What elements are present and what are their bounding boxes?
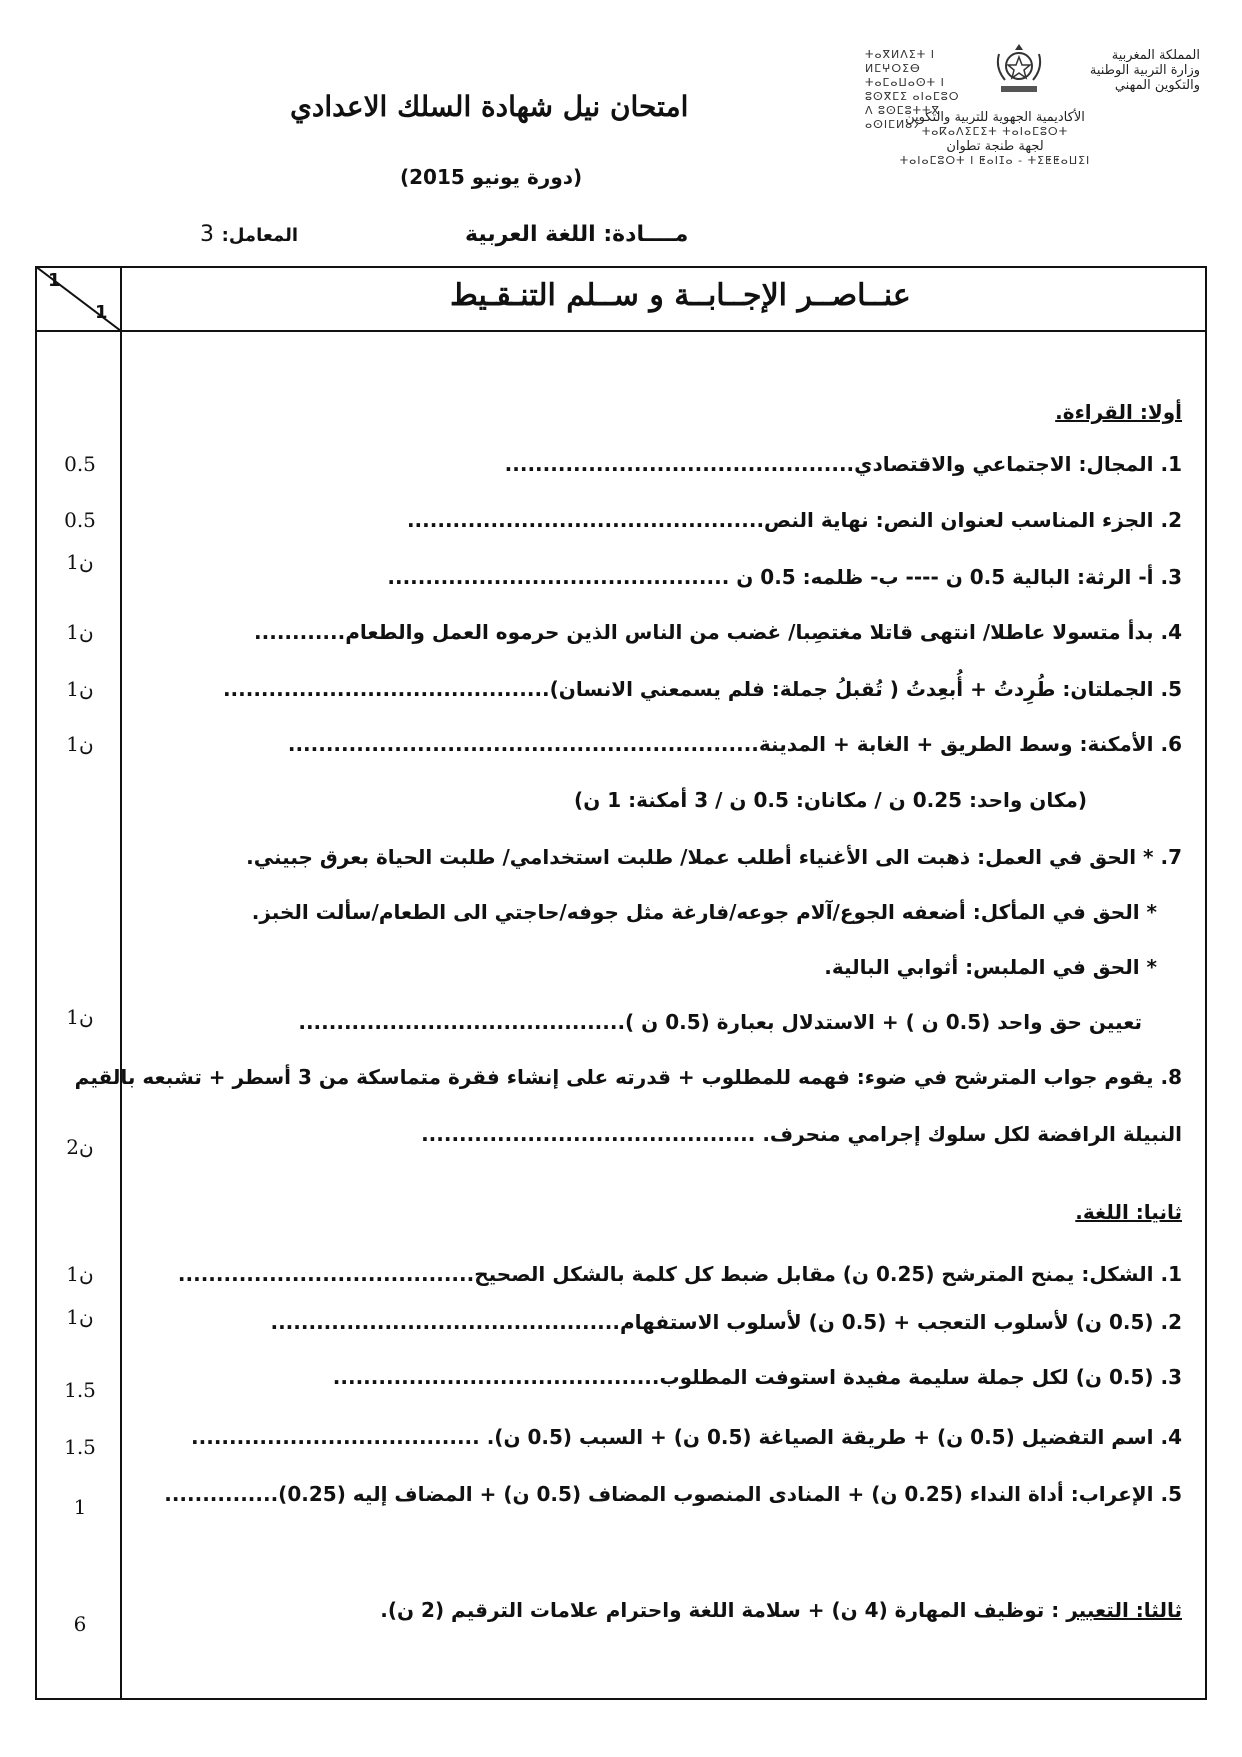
score-l1: 1ن: [66, 1262, 94, 1286]
tifinagh-block: [865, 48, 990, 132]
coefficient: [200, 222, 298, 247]
answer-line-7c: * الحق في الملبس: أثوابي البالية.: [824, 955, 1157, 979]
score-l2: 1ن: [66, 1305, 94, 1329]
score-5: 1ن: [66, 677, 94, 701]
score-1: 0.5: [64, 452, 96, 476]
score-7: 1ن: [66, 1005, 94, 1029]
page-total: 1: [95, 302, 108, 323]
tifinagh-line: ⵜⴰⵎⴰⵡⴰⵙⵜ ⵏ ⵓⵙⴳⵎⵉ ⴰⵏⴰⵎⵓⵔ: [865, 76, 960, 103]
score-l3: 1.5: [64, 1378, 96, 1402]
ministry-line: المملكة المغربية: [1111, 48, 1200, 63]
ministry-line: وزارة التربية الوطنية: [1089, 63, 1200, 78]
academy-line: الأكاديمية الجهوية للتربية والتكوين: [905, 110, 1085, 125]
language-line-4: 4. اسم التفضيل (0.5 ن) + طريقة الصياغة (0.5 ن) + السبب (0.5 ن). ......................................: [191, 1425, 1182, 1449]
exam-session: (دورة يونيو 2015): [400, 165, 583, 189]
score-expression: 6: [73, 1612, 87, 1636]
section-reading-label: أولا: القراءة.: [1055, 400, 1182, 424]
expression-text: : توظيف المهارة (4 ن) + سلامة اللغة واحترام علامات الترقيم (2 ن).: [380, 1598, 1060, 1622]
answer-line-8b: النبيلة الرافضة لكل سلوك إجرامي منحرف. ............................................: [421, 1122, 1182, 1146]
language-line-3: 3. (0.5 ن) لكل جملة سليمة مفيدة استوفت المطلوب...........................................: [332, 1365, 1182, 1389]
score-2: 0.5: [64, 508, 96, 532]
region-line: لجهة طنجة تطوان: [946, 139, 1044, 154]
answer-line-8: 8. يقوم جواب المترشح في ضوء: فهمه للمطلوب + قدرته على إنشاء فقرة متماسكة من 3 أسطر + تشبعه بالقيم: [74, 1065, 1182, 1089]
answer-line-6: 6. الأمكنة: وسط الطريق + الغابة + المدينة..............................................................: [287, 732, 1182, 756]
section-expression-label: ثالثا: التعبير: [1066, 1598, 1182, 1622]
answer-line-3: 3. أ- الرثة: البالية 0.5 ن ---- ب- ظلمه: 0.5 ن .............................................: [387, 565, 1182, 589]
band-divider: [35, 330, 1207, 332]
tifinagh-region-line: ⵜⴰⵏⴰⵎⵓⵔⵜ ⵏ ⵟⴰⵏⵊⴰ - ⵜⵉⵟⵟⴰⵡⵉⵏ: [899, 154, 1091, 167]
section-language: [1075, 1200, 1182, 1224]
royal-emblem-icon: [993, 40, 1045, 98]
answer-line-7: 7. * الحق في العمل: ذهبت الى الأغنياء أطلب عملا/ طلبت استخدامي/ طلبت الحياة بعرق جبيني.: [246, 845, 1182, 869]
tifinagh-line: ⴷ ⵓⵙⵎⵓⵜⵜⴳ ⴰⵙⵏⵎⵍⴰⵢ: [865, 104, 940, 131]
language-line-5: 5. الإعراب: أداة النداء (0.25 ن) + المنادى المنصوب المضاف (0.5 ن) + المضاف إليه (0.25)...............: [164, 1482, 1182, 1506]
score-3: 1ن: [66, 550, 94, 574]
subject-label: مــــادة:: [603, 222, 689, 247]
score-column-divider: [120, 266, 122, 1700]
score-l5: 1: [73, 1495, 87, 1519]
tifinagh-line: ⵜⴰⴳⵍⴷⵉⵜ ⵏ ⵍⵎⵖⵔⵉⴱ: [865, 48, 935, 75]
band-title: عنــاصــر الإجــابــة و ســلم التنـقـيط: [450, 278, 911, 313]
language-line-2: 2. (0.5 ن) لأسلوب التعجب + (0.5 ن) لأسلوب الاستفهام..............................................: [270, 1310, 1182, 1334]
answer-line-1: 1. المجال: الاجتماعي والاقتصادي..............................................: [504, 452, 1182, 476]
section-reading: [1055, 400, 1182, 424]
coefficient-label: المعامل:: [221, 225, 298, 246]
page-number: 1: [48, 270, 61, 291]
answer-line-7d: تعيين حق واحد (0.5 ن ) + الاستدلال بعبارة (0.5 ن )...........................................: [298, 1010, 1142, 1034]
tifinagh-academy-line: ⵜⴰⴽⴰⴷⵉⵎⵉⵜ ⵜⴰⵏⴰⵎⵓⵔⵜ: [921, 125, 1069, 138]
answer-line-2: 2. الجزء المناسب لعنوان النص: نهاية النص...............................................: [406, 508, 1182, 532]
subject: [465, 222, 688, 247]
ministry-line: والتكوين المهني: [1114, 78, 1200, 93]
section-language-label: ثانيا: اللغة.: [1075, 1200, 1182, 1224]
score-4: 1ن: [66, 620, 94, 644]
subject-value: اللغة العربية: [465, 222, 596, 247]
score-8: 2ن: [66, 1135, 94, 1159]
language-line-1: 1. الشكل: يمنح المترشح (0.25 ن) مقابل ضبط كل كلمة بالشكل الصحيح.......................................: [177, 1262, 1182, 1286]
coefficient-value: 3: [200, 222, 214, 247]
score-l4: 1.5: [64, 1435, 96, 1459]
answer-line-4: 4. بدأ متسولا عاطلا/ انتهى قاتلا مغتصِبا/ غضب من الناس الذين حرموه العمل والطعام............: [254, 620, 1182, 644]
answer-line-6-detail: (مكان واحد: 0.25 ن / مكانان: 0.5 ن / 3 أمكنة: 1 ن): [574, 788, 1087, 812]
score-6: 1ن: [66, 732, 94, 756]
section-expression: [380, 1598, 1182, 1622]
answer-line-5: 5. الجملتان: طُرِدتُ + أُبعِدتُ ( تُقبلُ جملة: فلم يسمعني الانسان)...........................................: [222, 677, 1182, 701]
exam-title: امتحان نيل شهادة السلك الاعدادي: [290, 90, 689, 123]
answer-line-7b: * الحق في المأكل: أضعفه الجوع/آلام جوعه/فارغة مثل جوفه/حاجتي الى الطعام/سألت الخبز.: [251, 900, 1157, 924]
